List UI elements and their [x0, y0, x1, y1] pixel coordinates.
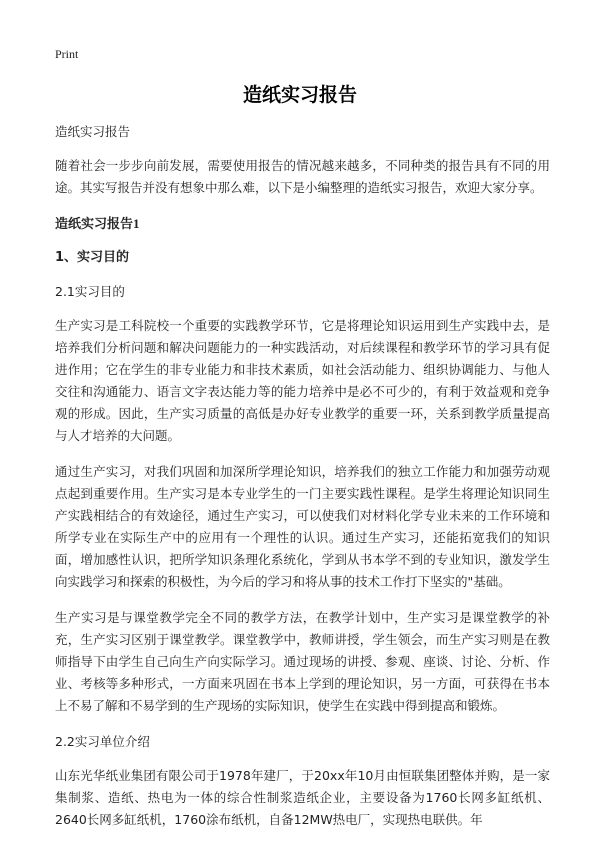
item-heading: 1、实习目的 — [55, 250, 130, 265]
document-body — [55, 121, 550, 845]
subtitle: 造纸实习报告 — [55, 124, 131, 139]
subheading-2-1: 2.1实习目的 — [55, 284, 125, 299]
subheading-2-2: 2.2实习单位介绍 — [55, 734, 150, 749]
section-heading: 造纸实习报告1 — [55, 216, 140, 231]
paragraph: 生产实习是与课堂教学完全不同的教学方法，在教学计划中，生产实习是课堂教学的补充，生产实习区别于课堂教学。课堂教学中，教师讲授，学生领会，而生产实习则是在教师指导下由学生自己向生产向实际学习。通过现场的讲授、参观、座谈、讨论、分析、作业、考核等多种形式，一方面来巩固在书本上学到的理论知识，另一方面，可获得在书本上不易了解和不易学到的生产现场的实际知识，使学生在实践中得到提高和锻炼。 — [55, 610, 550, 713]
paragraph: 生产实习是工科院校一个重要的实践教学环节，它是将理论知识运用到生产实践中去，是培养我们分析问题和解决问题能力的一种实践活动，对后续课程和教学环节的学习具有促进作用；它在学生的非专业能力和非技术素质，如社会活动能力、组织协调能力、与他人交往和沟通能力、语言文字表达能力等的能力培养中是必不可少的，有利于效益观和竞争观的形成。因此，生产实习质量的高低是办好专业教学的重要一环，关系到教学质量提高与人才培养的大问题。 — [55, 318, 550, 443]
intro-paragraph: 随着社会一步步向前发展，需要使用报告的情况越来越多，不同种类的报告具有不同的用途。其实写报告并没有想象中那么难，以下是小编整理的造纸实习报告，欢迎大家分享。 — [55, 158, 550, 195]
print-label: Print — [55, 47, 79, 61]
paragraph: 山东光华纸业集团有限公司于1978年建厂，于20xx年10月由恒联集团整体并购，是一家集制浆、造纸、热电为一体的综合性制浆造纸企业，主要设备为1760长网多缸纸机、2640长网多缸纸机，1760涂布纸机，自备12MW热电厂，实现热电联供。年 — [55, 768, 550, 827]
paragraph: 通过生产实习，对我们巩固和加深所学理论知识，培养我们的独立工作能力和加强劳动观点起到重要作用。生产实习是本专业学生的一门主要实践性课程。是学生将理论知识同生产实践相结合的有效途径，通过生产实习，可以使我们对材料化学专业未来的工作环境和所学专业在实际生产中的应用有一个理性的认识。通过生产实习，还能拓宽我们的知识面，增加感性认识，把所学知识条理化系统化，学到从书本学不到的专业知识，激发学生向实践学习和探索的积极性，为今后的学习和将从事的技术工作打下坚实的"基础。 — [55, 464, 550, 589]
document-title: 造纸实习报告 — [242, 84, 357, 106]
